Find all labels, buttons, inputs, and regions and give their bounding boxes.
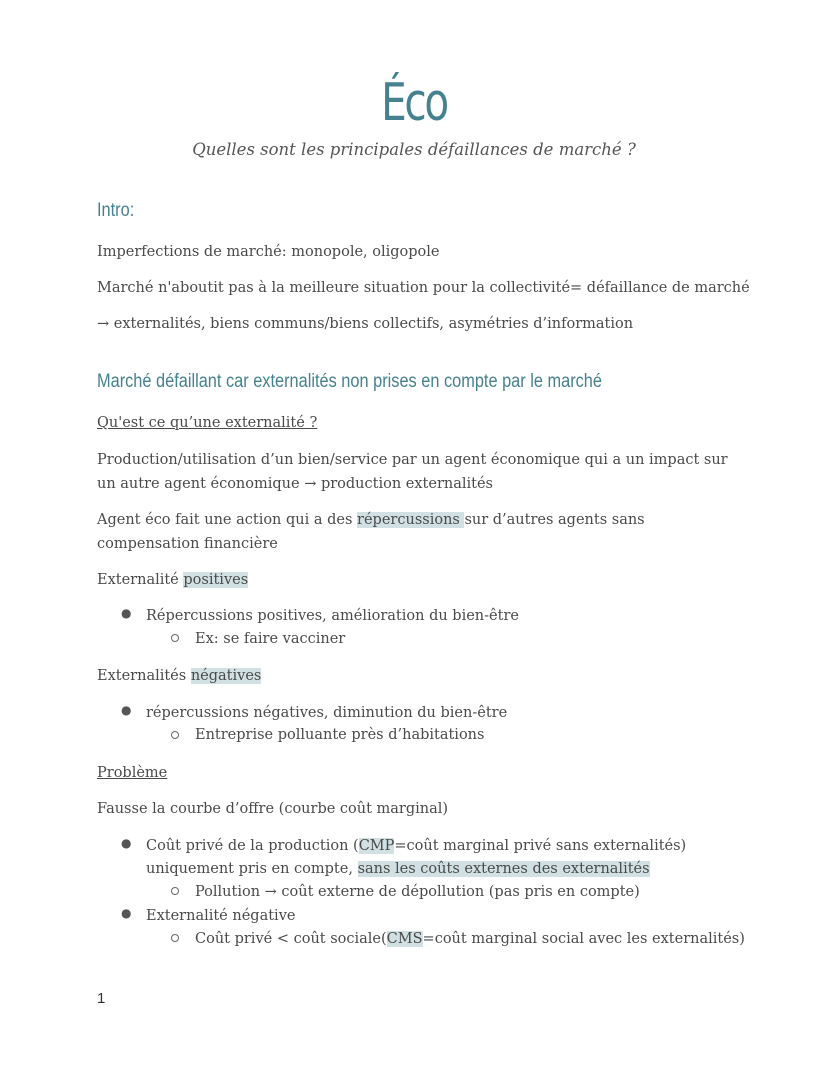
negative-highlight: négatives — [190, 668, 262, 684]
positive-sub-bullet-1: Ex: se faire vacciner — [195, 631, 346, 647]
page-number: 1 — [97, 990, 106, 1007]
definition-paragraph-2 — [97, 508, 737, 556]
pb2-sub-text-a: Coût privé < coût sociale( — [195, 931, 387, 947]
positive-label-line — [97, 568, 737, 592]
def2-text-b: sur d’autres agents sans compensation financière — [97, 512, 645, 552]
negative-label-line — [97, 664, 737, 688]
negative-bullet-1: répercussions négatives, diminution du bien-être — [146, 705, 508, 721]
heading-intro: Intro: — [97, 200, 135, 221]
positive-bullet-1: Répercussions positives, amélioration du bien-être — [146, 608, 519, 624]
problem-heading: Problème — [97, 765, 168, 781]
negative-sub-bullet-1: Entreprise polluante près d’habitations — [195, 727, 485, 743]
pb1-text-b: =coût marginal privé sans externalités) — [394, 838, 687, 854]
bullet-icon: ● — [121, 836, 132, 850]
bullet-icon: ● — [121, 703, 132, 717]
problem-description: Fausse la courbe d’offre (courbe coût marginal) — [97, 801, 449, 817]
pb1-text-a: Coût privé de la production ( — [146, 838, 359, 854]
problem-bullet-1-line-2 — [146, 857, 786, 881]
heading-externalities: Marché défaillant car externalités non prises en compte par le marché — [97, 371, 602, 392]
circle-bullet-icon — [171, 731, 179, 739]
question-text: Qu'est ce qu’une externalité ? — [97, 415, 318, 431]
bullet-icon: ● — [121, 606, 132, 620]
circle-bullet-icon — [171, 887, 179, 895]
circle-bullet-icon — [171, 934, 179, 942]
document-title: Éco — [381, 73, 447, 133]
problem-sub-bullet-2 — [195, 927, 828, 951]
def2-text-a: Agent éco fait une action qui a des — [97, 512, 358, 528]
problem-sub-bullet-1: Pollution → coût externe de dépollution (pas pris en compte) — [195, 884, 640, 900]
question-line — [97, 411, 737, 435]
problem-bullet-2: Externalité négative — [146, 908, 296, 924]
circle-bullet-icon — [171, 634, 179, 642]
pb1-text-c: uniquement pris en compte, — [146, 861, 358, 877]
intro-line-3: → externalités, biens communs/biens collectifs, asymétries d’information — [97, 316, 634, 332]
external-costs-highlight: sans les coûts externes des externalités — [357, 861, 650, 877]
negative-label: Externalités — [97, 668, 191, 684]
intro-line-1: Imperfections de marché: monopole, oligopole — [97, 244, 440, 260]
definition-paragraph-1: Production/utilisation d’un bien/service par un agent économique qui a un impact sur un autre agent économique → production externalités — [97, 452, 728, 492]
pb2-sub-text-b: =coût marginal social avec les externalités) — [422, 931, 745, 947]
cmp-highlight: CMP — [358, 838, 395, 854]
positive-highlight: positives — [183, 572, 249, 588]
intro-line-2: Marché n'aboutit pas à la meilleure situation pour la collectivité= défaillance de marché — [97, 280, 750, 296]
problem-bullet-1-line-1 — [146, 834, 786, 858]
def2-highlight: répercussions — [357, 512, 465, 528]
positive-label: Externalité — [97, 572, 184, 588]
bullet-icon: ● — [121, 906, 132, 920]
cms-highlight: CMS — [386, 931, 423, 947]
problem-line — [97, 761, 737, 785]
document-subtitle: Quelles sont les principales défaillances de marché ? — [192, 140, 636, 159]
